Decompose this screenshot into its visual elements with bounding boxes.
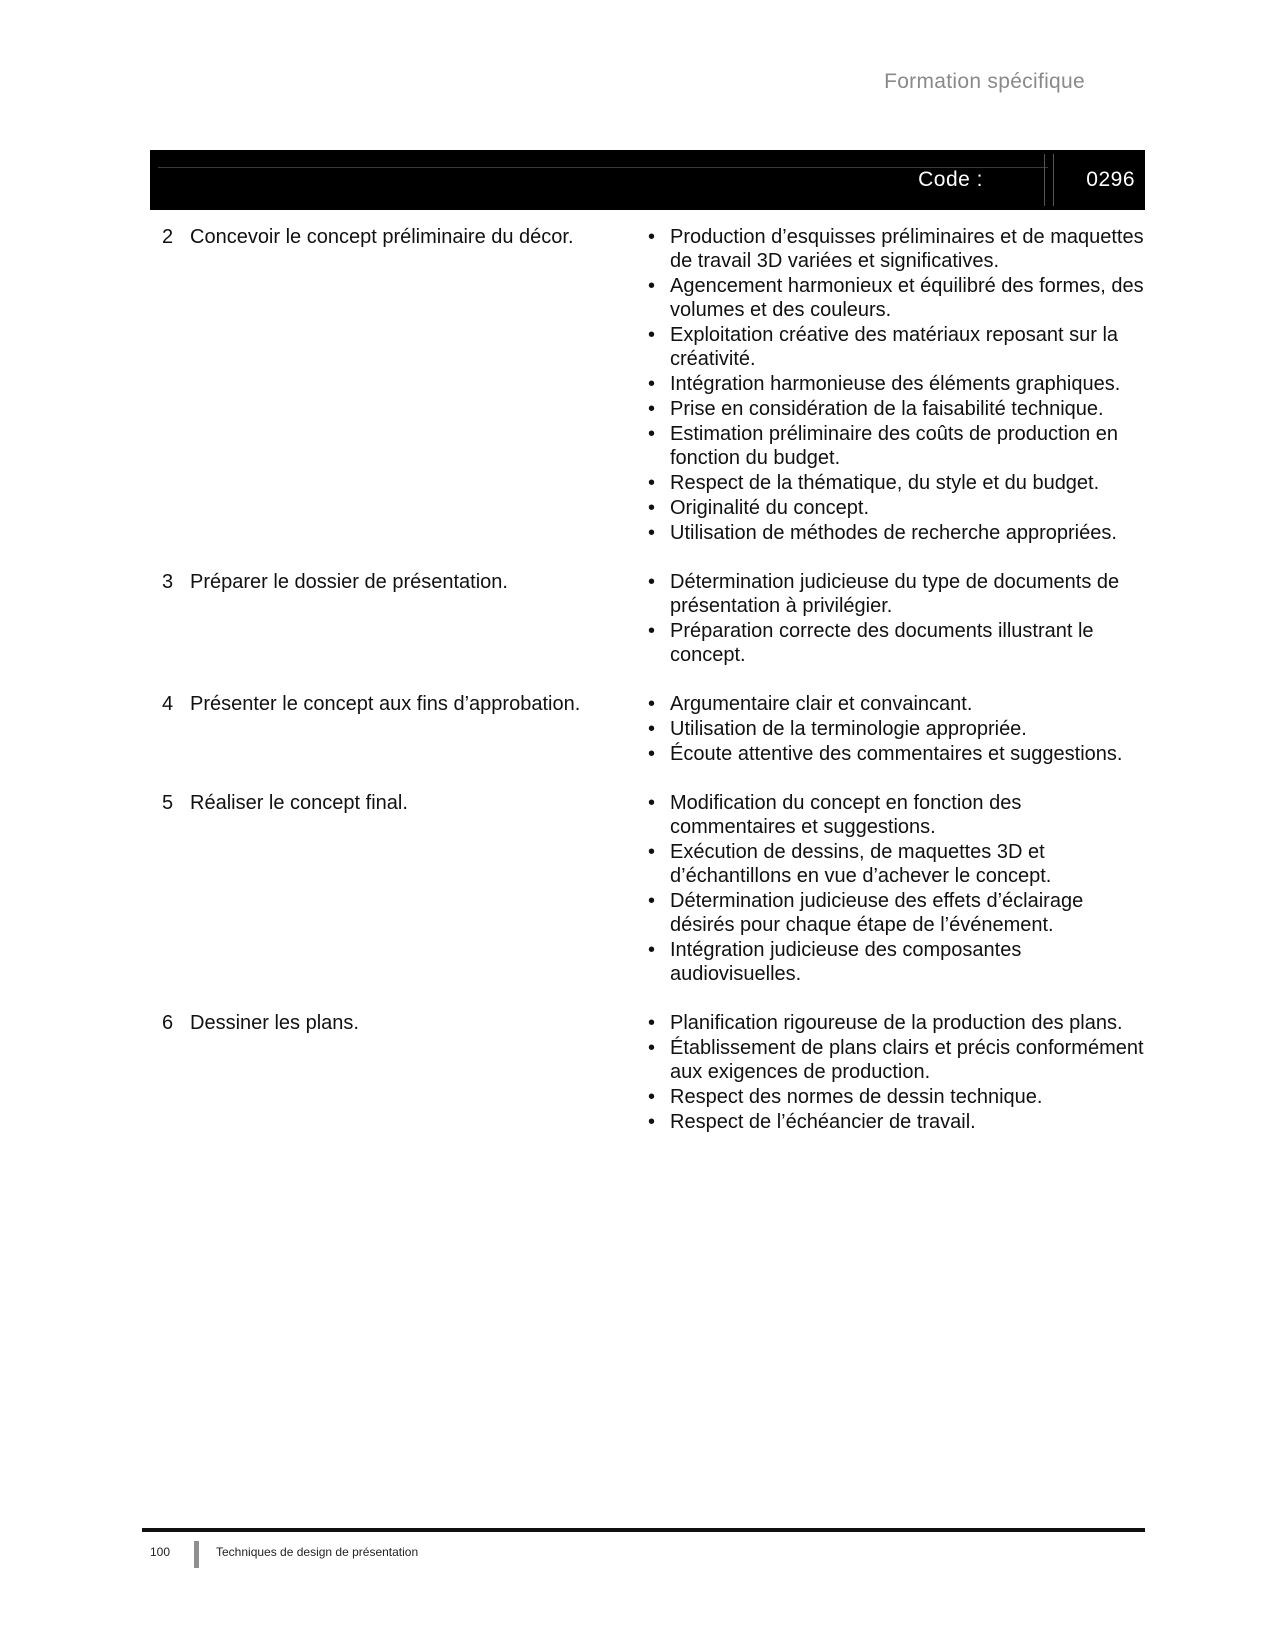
- objective-number: 6: [162, 1012, 174, 1034]
- criteria-item: • Intégration judicieuse des composantes audiovisuelles.: [642, 938, 1145, 986]
- objective-number: 4: [162, 693, 174, 715]
- objective-cell: [150, 1011, 640, 1135]
- criteria-item: • Utilisation de la terminologie appropriée.: [642, 717, 1145, 741]
- code-bar-rule: [158, 167, 1048, 168]
- criteria-list: [642, 791, 1145, 986]
- criteria-item: • Préparation correcte des documents illustrant le concept.: [642, 619, 1145, 667]
- code-bar: [150, 150, 1145, 210]
- objective-text: Préparer le dossier de présentation.: [190, 571, 508, 593]
- page-number: 100: [150, 1545, 171, 1559]
- criteria-item: • Prise en considération de la faisabilité technique.: [642, 397, 1145, 421]
- criteria-item: • Estimation préliminaire des coûts de production en fonction du budget.: [642, 422, 1145, 470]
- objective-number: 5: [162, 792, 174, 814]
- criteria-item: • Modification du concept en fonction des commentaires et suggestions.: [642, 791, 1145, 839]
- objective-row: [150, 1011, 1145, 1135]
- criteria-item: • Argumentaire clair et convaincant.: [642, 692, 1145, 716]
- criteria-cell: [640, 570, 1145, 668]
- criteria-cell: [640, 1011, 1145, 1135]
- objective-number: 3: [162, 571, 174, 593]
- criteria-item: • Détermination judicieuse du type de documents de présentation à privilégier.: [642, 570, 1145, 618]
- criteria-item: • Production d’esquisses préliminaires et de maquettes de travail 3D variées et significatives.: [642, 225, 1145, 273]
- objective-row: [150, 791, 1145, 987]
- criteria-item: • Exploitation créative des matériaux reposant sur la créativité.: [642, 323, 1145, 371]
- criteria-list: [642, 1011, 1145, 1134]
- objective-row: [150, 570, 1145, 668]
- objective-row: [150, 692, 1145, 767]
- objective-cell: [150, 791, 640, 987]
- objective-text: Réaliser le concept final.: [190, 792, 408, 814]
- criteria-item: • Agencement harmonieux et équilibré des formes, des volumes et des couleurs.: [642, 274, 1145, 322]
- criteria-list: [642, 225, 1145, 545]
- criteria-item: • Respect de la thématique, du style et du budget.: [642, 471, 1145, 495]
- criteria-item: • Respect des normes de dessin technique.: [642, 1085, 1145, 1109]
- criteria-cell: [640, 692, 1145, 767]
- page-header-title: Formation spécifique: [884, 70, 1085, 93]
- objectives-table: [150, 225, 1145, 1159]
- criteria-cell: [640, 791, 1145, 987]
- criteria-item: • Utilisation de méthodes de recherche appropriées.: [642, 521, 1145, 545]
- code-label: Code :: [918, 168, 983, 191]
- criteria-item: • Planification rigoureuse de la production des plans.: [642, 1011, 1145, 1035]
- criteria-cell: [640, 225, 1145, 546]
- criteria-item: • Écoute attentive des commentaires et suggestions.: [642, 742, 1145, 766]
- criteria-list: [642, 692, 1145, 766]
- objective-text: Concevoir le concept préliminaire du décor.: [190, 226, 574, 248]
- criteria-item: • Intégration harmonieuse des éléments graphiques.: [642, 372, 1145, 396]
- objective-row: [150, 225, 1145, 546]
- criteria-item: • Établissement de plans clairs et précis conformément aux exigences de production.: [642, 1036, 1145, 1084]
- code-separator: [1044, 154, 1045, 206]
- criteria-item: • Détermination judicieuse des effets d’éclairage désirés pour chaque étape de l’événement.: [642, 889, 1145, 937]
- objective-text: Dessiner les plans.: [190, 1012, 359, 1034]
- objective-text: Présenter le concept aux fins d’approbation.: [190, 693, 581, 715]
- objective-number: 2: [162, 226, 174, 248]
- objective-cell: [150, 570, 640, 668]
- footer-rule: [142, 1528, 1145, 1532]
- code-separator: [1053, 154, 1054, 206]
- footer-title: Techniques de design de présentation: [216, 1545, 419, 1559]
- criteria-item: • Respect de l’échéancier de travail.: [642, 1110, 1145, 1134]
- footer-divider: [194, 1541, 199, 1568]
- objective-cell: [150, 692, 640, 767]
- criteria-item: • Originalité du concept.: [642, 496, 1145, 520]
- code-value: 0296: [1086, 168, 1135, 191]
- criteria-list: [642, 570, 1145, 667]
- objective-cell: [150, 225, 640, 546]
- criteria-item: • Exécution de dessins, de maquettes 3D et d’échantillons en vue d’achever le concept.: [642, 840, 1145, 888]
